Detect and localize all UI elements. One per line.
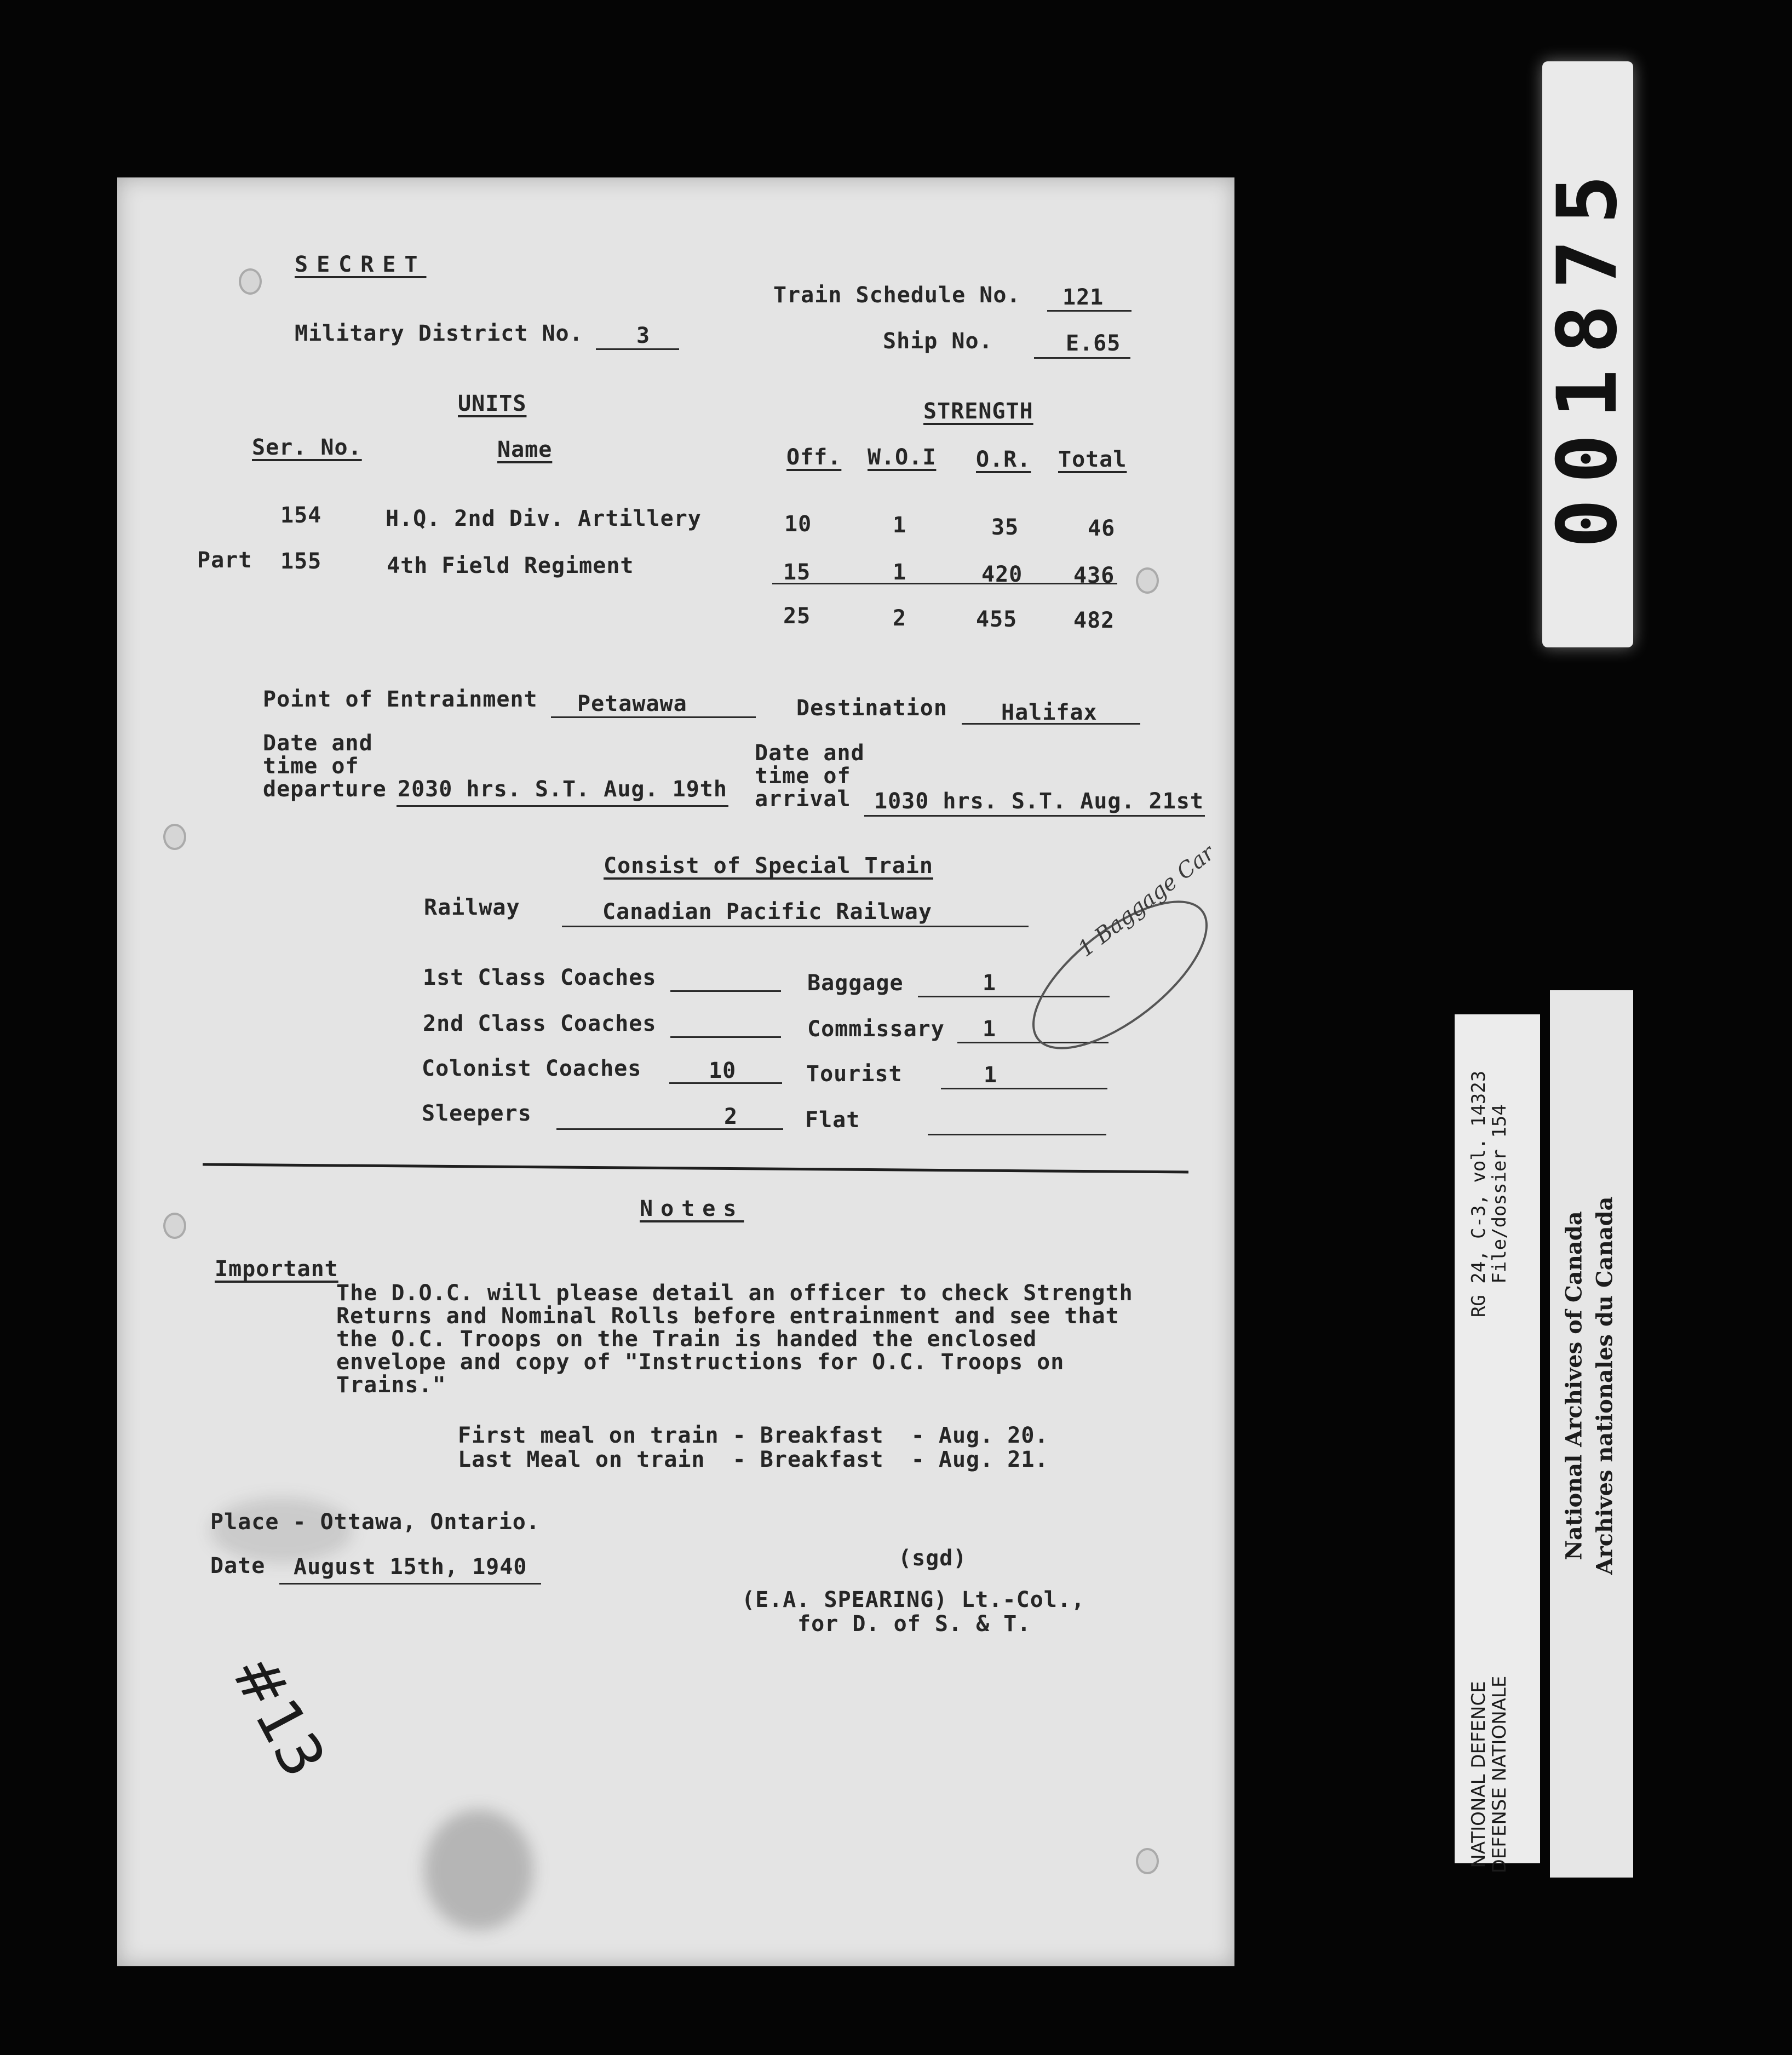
underline [670,1036,781,1038]
military-district-number: 3 [636,323,651,348]
first-class-label: 1st Class Coaches [423,965,657,990]
archive-ref-2: File/dossier 154 [1489,1104,1510,1284]
signature-line-1: (E.A. SPEARING) Lt.-Col., [742,1587,1085,1612]
date-value: August 15th, 1940 [294,1554,527,1580]
row-off: 10 [784,512,812,537]
ship-number: E.65 [1066,331,1121,356]
handwritten-note: 1 Baggage Car [1073,840,1220,962]
train-schedule-label: Train Schedule No. [773,283,1021,308]
punch-hole [163,1213,186,1239]
destination-value: Halifax [1001,700,1098,725]
dept-fr: DEFENSE NATIONALE [1489,1675,1510,1874]
col-off: Off. [786,445,842,470]
underline [551,716,756,718]
row-woi: 1 [893,560,907,585]
archive-ref-1: RG 24, C-3, vol. 14323 [1468,1070,1490,1318]
departure-label-1: Date and [263,731,373,756]
underline [962,723,1140,725]
underline [864,815,1205,817]
underline [1034,357,1130,359]
col-or: O.R. [976,447,1031,472]
total-or: 455 [976,607,1018,632]
departure-value: 2030 hrs. S.T. Aug. 19th [398,777,727,802]
railway-label: Railway [424,895,520,920]
notes-line: the O.C. Troops on the Train is handed the enclosed [336,1327,1037,1352]
handwritten-number: #13 [217,1643,339,1789]
col-name: Name [497,437,553,462]
col-total: Total [1058,447,1127,472]
row-or: 420 [981,562,1023,587]
meal-first: First meal on train - Breakfast - Aug. 20. [458,1423,1049,1448]
total-woi: 2 [893,606,907,631]
entrainment-value: Petawawa [577,691,687,716]
baggage-value: 1 [983,971,997,996]
row-or: 35 [991,515,1019,540]
military-district-label: Military District No. [295,321,583,346]
arrival-value: 1030 hrs. S.T. Aug. 21st [874,789,1204,814]
tourist-label: Tourist [806,1061,903,1087]
dept-en: NATIONAL DEFENCE [1468,1681,1490,1868]
smudge [424,1810,533,1930]
row-total: 46 [1088,516,1116,541]
col-ser-no: Ser. No. [252,435,362,460]
colonist-label: Colonist Coaches [422,1056,642,1081]
strength-heading: STRENGTH [923,399,1033,424]
notes-line: envelope and copy of "Instructions for O.C. Troops on [336,1350,1065,1375]
underline [279,1583,541,1585]
col-woi: W.O.I [868,445,937,470]
underline [562,926,1029,927]
ship-label: Ship No. [883,329,993,354]
total-off: 25 [783,604,811,629]
arrival-label-2: time of [755,764,851,789]
meal-last: Last Meal on train - Breakfast - Aug. 21. [458,1447,1049,1472]
underline [556,1128,783,1130]
punch-hole [163,824,186,850]
archives-en: National Archives of Canada [1561,1211,1587,1560]
sum-line [772,583,1117,584]
punch-hole [1136,1848,1159,1874]
underline [928,1134,1106,1135]
train-schedule-number: 121 [1062,285,1104,310]
row-name: 4th Field Regiment [387,553,634,578]
second-class-label: 2nd Class Coaches [423,1011,657,1036]
notes-line: Trains." [336,1373,446,1398]
sleepers-label: Sleepers [422,1101,532,1126]
departure-label-3: departure [263,777,387,802]
classification-stamp: SECRET [295,252,427,277]
underline [596,348,679,350]
underline [941,1088,1107,1089]
entrainment-label: Point of Entrainment [263,687,538,712]
destination-label: Destination [796,696,947,721]
notes-line: Returns and Nominal Rolls before entrainment and see that [336,1304,1119,1329]
departure-label-2: time of [263,754,359,779]
row-name: H.Q. 2nd Div. Artillery [386,506,702,531]
underline [669,1082,782,1084]
arrival-label-1: Date and [755,741,865,766]
row-total: 436 [1073,563,1115,588]
underline [397,805,728,807]
row-woi: 1 [893,513,907,538]
sgd-label: (sgd) [898,1546,967,1571]
baggage-label: Baggage [807,971,904,996]
row-ser: 154 [280,503,322,528]
film-frame-number: 001875 [1540,159,1635,548]
date-label: Date [210,1553,266,1578]
notes-line: The D.O.C. will please detail an officer to check Strength [336,1281,1133,1306]
row-prefix: Part [197,548,252,573]
tourist-value: 1 [984,1063,998,1088]
consist-heading: Consist of Special Train [604,853,933,879]
place-line: Place - Ottawa, Ontario. [210,1509,540,1535]
punch-hole [1136,567,1159,594]
railway-value: Canadian Pacific Railway [602,899,932,925]
notes-heading: Notes [640,1196,744,1221]
arrival-label-3: arrival [755,787,851,812]
units-heading: UNITS [458,391,527,416]
archives-fr: Archives nationales du Canada [1592,1196,1618,1575]
row-off: 15 [783,560,811,585]
punch-hole [239,268,262,295]
total-total: 482 [1073,608,1115,633]
sleepers-value: 2 [724,1104,738,1129]
important-label: Important [215,1256,338,1282]
commissary-value: 1 [983,1017,997,1042]
signature-line-2: for D. of S. & T. [797,1611,1031,1637]
section-divider [203,1160,1188,1176]
underline [670,990,781,992]
commissary-label: Commissary [807,1017,945,1042]
underline [1047,310,1132,312]
flat-label: Flat [805,1107,860,1133]
colonist-value: 10 [709,1058,737,1083]
row-ser: 155 [280,549,322,574]
